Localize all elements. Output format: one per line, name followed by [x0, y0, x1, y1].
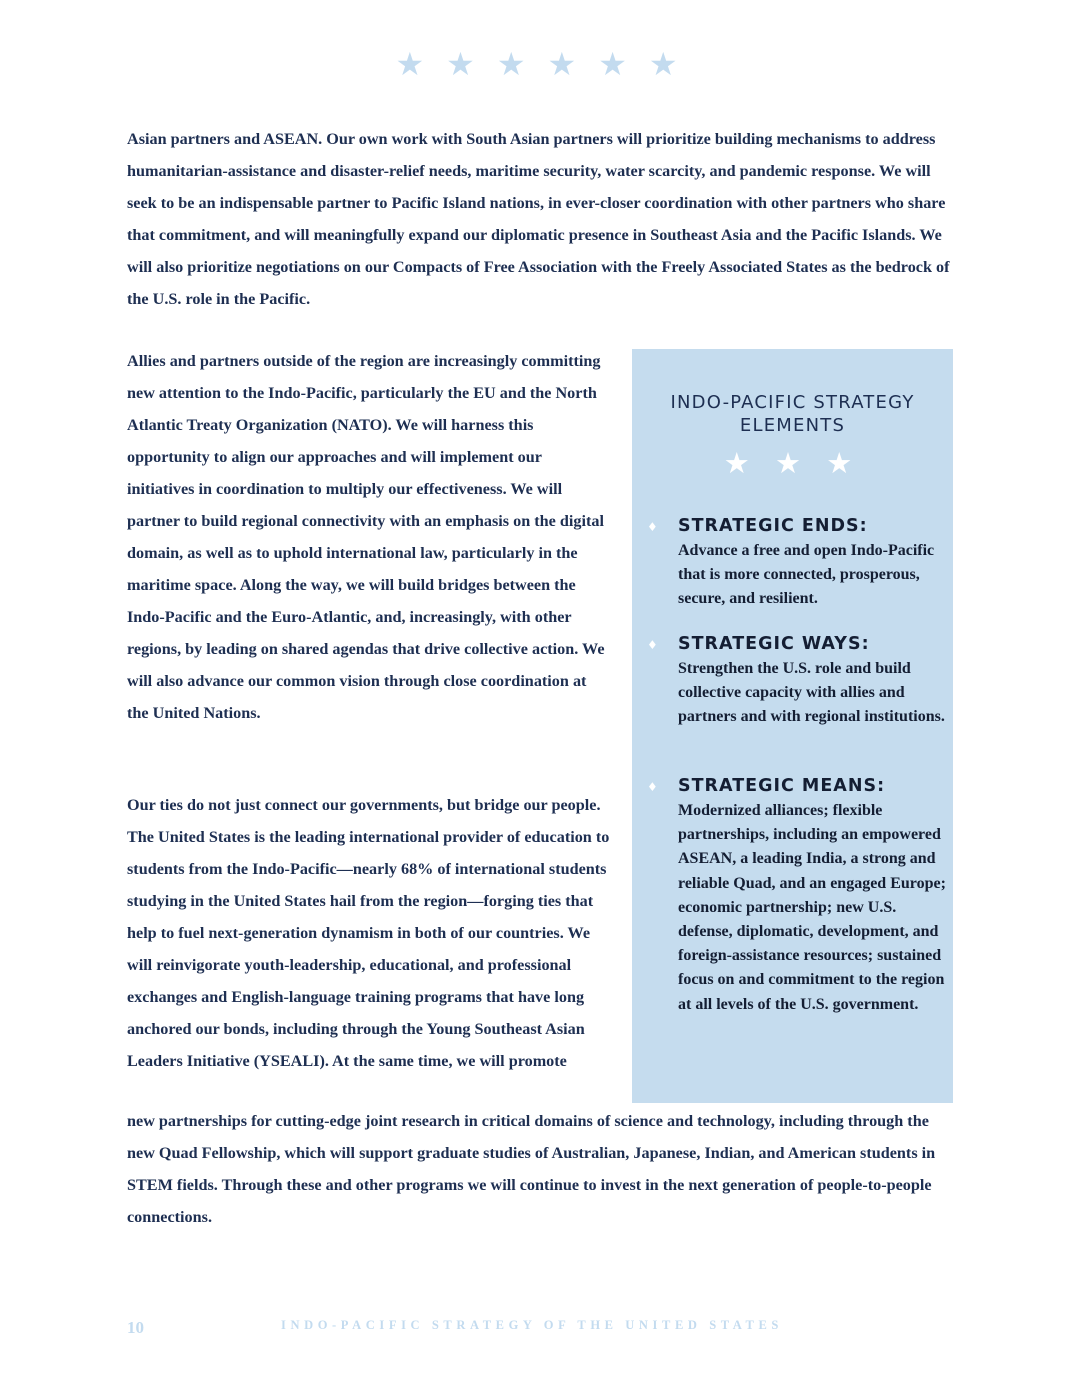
body-paragraph-intro: Asian partners and ASEAN. Our own work with South Asian partners will prioritize building mechanisms to address humanitarian-assistance and disaster-relief needs, maritime security, water scarcity, and pandemic response. We will seek to be an indispensable partner to Pacific Island nations, in ever-closer coordination with other partners who share that commitment, and will meaningfully expand our diplomatic presence in Southeast Asia and the Pacific Islands. We will also prioritize negotiations on our Compacts of Free Association with the Freely Associated States as the bedrock of the U.S. role in the Pacific.: [127, 130, 950, 308]
sidebar-item-body: Strengthen the U.S. role and build collective capacity with allies and partners and with regional institutions.: [678, 660, 945, 726]
sidebar-item-body: Modernized alliances; flexible partnerships, including an empowered ASEAN, a leading India, a strong and reliable Quad, and an engaged Europe; economic partnership; new U.S. defense, diplomatic, development, and foreign-assistance resources; sustained focus on and commitment to the region at all levels of the U.S. government.: [678, 802, 946, 1013]
diamond-bullet-icon: ♦: [647, 520, 658, 534]
sidebar-item-heading: STRATEGIC MEANS:: [678, 776, 886, 796]
decorative-stars-icon: ★ ★ ★ ★ ★ ★: [395, 46, 685, 82]
sidebar-stars-icon: ★ ★ ★: [723, 448, 862, 480]
body-paragraph-allies: Allies and partners outside of the region are increasingly committing new attention to the Indo-Pacific, particularly the EU and the North Atlantic Treaty Organization (NATO). We will harness this opportunity to align our approaches and will implement our initiatives in coordination to multiply our effectiveness. We will partner to build regional connectivity with an emphasis on the digital domain, as well as to uphold international law, particularly in the maritime space. Along the way, we will build bridges between the Indo-Pacific and the Euro-Atlantic, and, increasingly, with other regions, by leading on shared agendas that drive collective action. We will also advance our common vision through close coordination at the United Nations.: [127, 352, 605, 722]
body-paragraph-research: new partnerships for cutting-edge joint research in critical domains of science and technology, including through the new Quad Fellowship, which will support graduate studies of Australian, Japanese, Indian, and American students in STEM fields. Through these and other programs we will continue to invest in the next generation of people-to-people connections.: [127, 1112, 936, 1226]
footer-document-title: INDO-PACIFIC STRATEGY OF THE UNITED STATES: [281, 1318, 783, 1332]
sidebar-item-heading: STRATEGIC WAYS:: [678, 634, 870, 654]
page-number: 10: [127, 1318, 144, 1337]
sidebar-title: INDO-PACIFIC STRATEGY ELEMENTS: [670, 392, 915, 436]
diamond-bullet-icon: ♦: [647, 638, 658, 652]
strategy-elements-sidebar: [632, 349, 953, 1103]
diamond-bullet-icon: ♦: [647, 780, 658, 794]
sidebar-item-body: Advance a free and open Indo-Pacific that is more connected, prosperous, secure, and resilient.: [678, 542, 935, 608]
sidebar-item-heading: STRATEGIC ENDS:: [678, 516, 868, 536]
body-paragraph-people-ties: Our ties do not just connect our governments, but bridge our people. The United States is the leading international provider of education to students from the Indo-Pacific—nearly 68% of international students studying in the United States hail from the region—forging ties that help to fuel next-generation dynamism in both of our countries. We will reinvigorate youth-leadership, educational, and professional exchanges and English-language training programs that have long anchored our bonds, including through the Young Southeast Asian Leaders Initiative (YSEALI). At the same time, we will promote: [127, 796, 610, 1070]
